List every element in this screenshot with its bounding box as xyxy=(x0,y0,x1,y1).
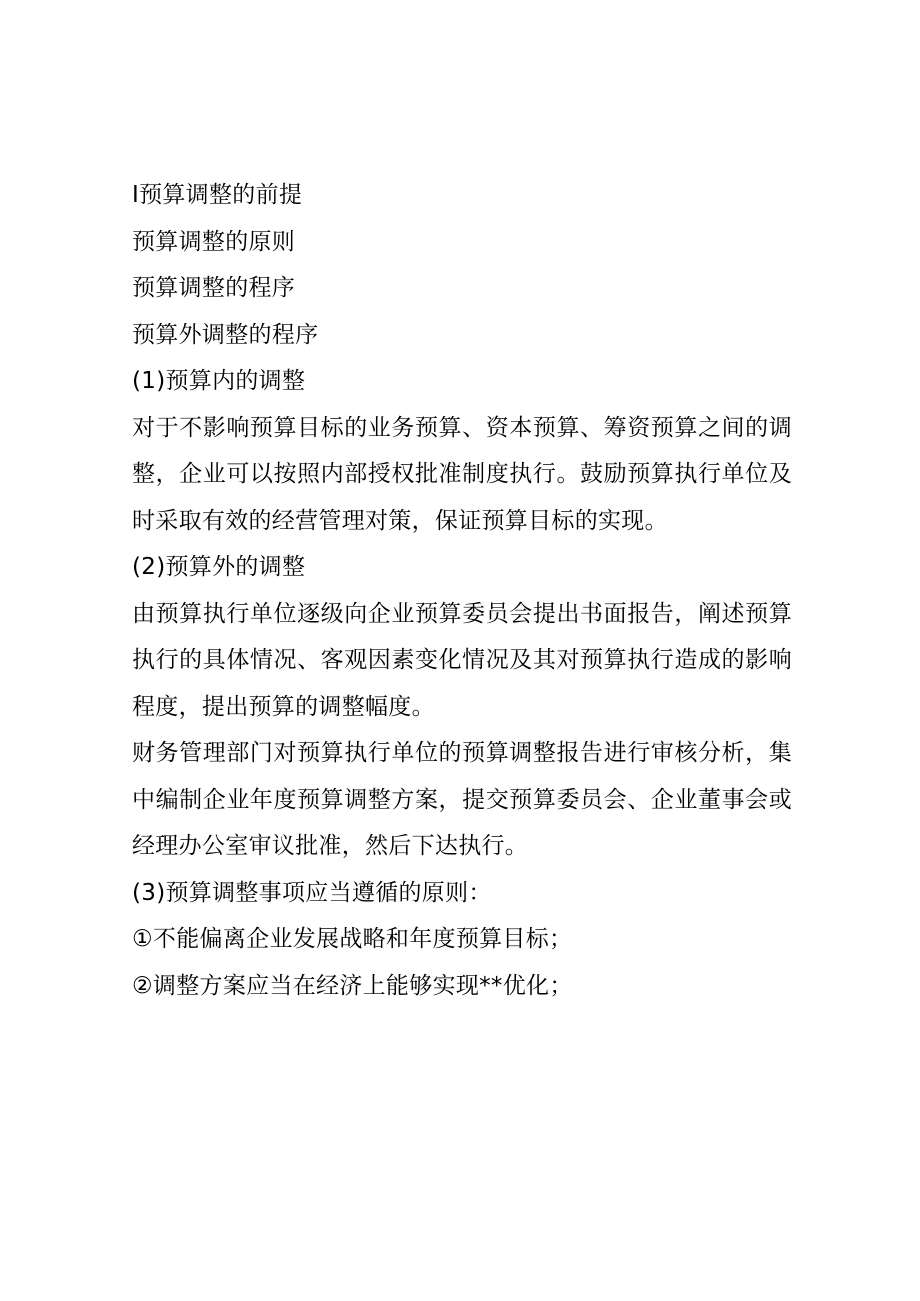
heading-budget-adjustment-principles: 预算调整的原则 xyxy=(132,228,296,255)
list-item-principle-2: ②调整方案应当在经济上能够实现**优化； xyxy=(132,972,573,999)
paragraph-external-report: 由预算执行单位逐级向企业预算委员会提出书面报告，阐述预算执行的具体情况、客观因素变化情况及其对预算执行造成的影响程度，提出预算的调整幅度。 xyxy=(132,600,792,720)
list-item-principle-1: ①不能偏离企业发展战略和年度预算目标； xyxy=(132,926,573,952)
document-body xyxy=(132,172,802,1009)
heading-budget-adjustment-premise: Ⅰ预算调整的前提 xyxy=(132,182,303,208)
heading-external-adjustment: (2)预算外的调整 xyxy=(132,554,306,580)
heading-adjustment-principles: (3)预算调整事项应当遵循的原则： xyxy=(132,879,492,906)
heading-internal-adjustment: (1)预算内的调整 xyxy=(132,368,306,394)
heading-budget-adjustment-procedure: 预算调整的程序 xyxy=(132,275,296,301)
heading-external-adjustment-procedure: 预算外调整的程序 xyxy=(132,321,319,348)
paragraph-finance-review: 财务管理部门对预算执行单位的预算调整报告进行审核分析，集中编制企业年度预算调整方案，提交预算委员会、企业董事会或经理办公室审议批准，然后下达执行。 xyxy=(132,740,792,859)
paragraph-internal-adjustment: 对于不影响预算目标的业务预算、资本预算、筹资预算之间的调整，企业可以按照内部授权批准制度执行。鼓励预算执行单位及时采取有效的经营管理对策，保证预算目标的实现。 xyxy=(132,414,792,534)
